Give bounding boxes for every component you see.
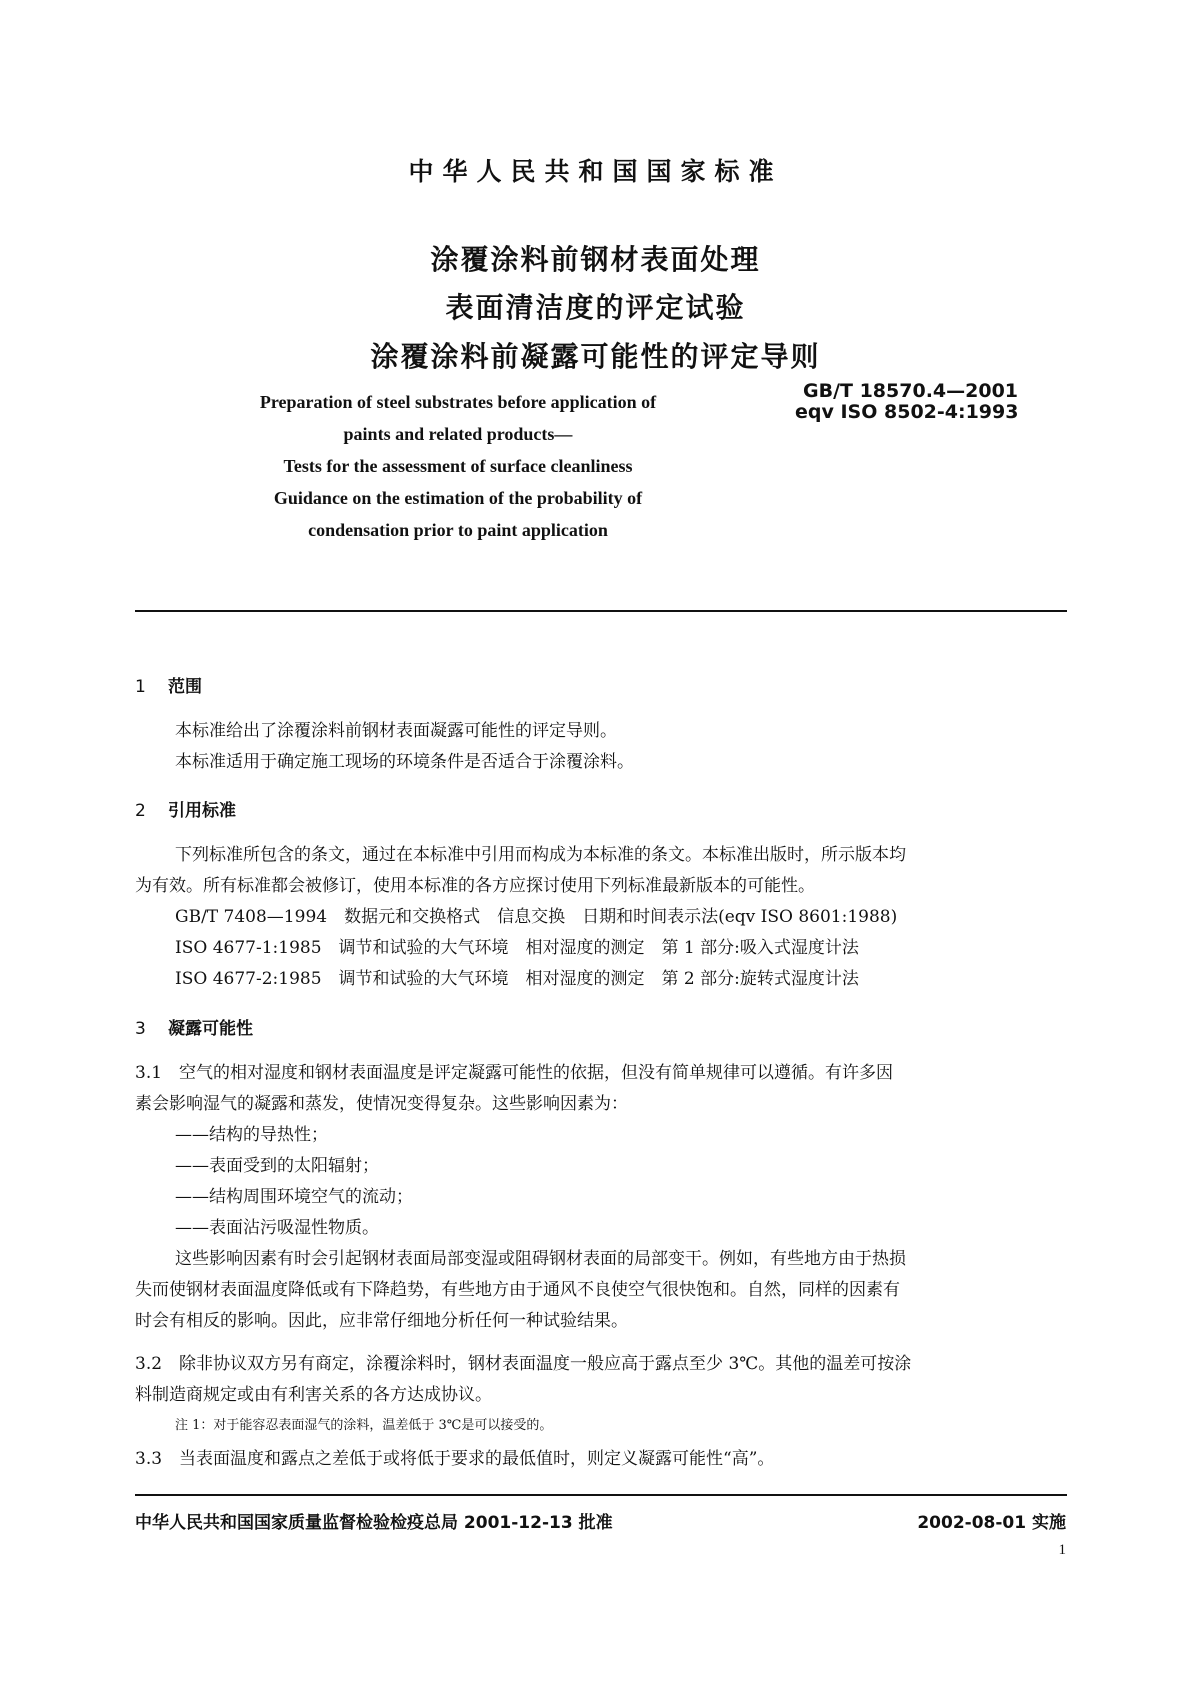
approval-statement: 中华人民共和国国家质量监督检验检疫总局 2001-12-13 批准 — [135, 1513, 613, 1533]
national-standard-heading: 中华人民共和国国家标准 — [408, 157, 783, 186]
header-divider — [135, 610, 1067, 612]
note: 注 1：对于能容忍表面湿气的涂料，温差低于 3℃是可以接受的。 — [175, 1418, 553, 1433]
section-number: 1 — [135, 677, 146, 697]
reference-item: ISO 4677-2:1985 调节和试验的大气环境 相对湿度的测定 第 2 部分:旋转式湿度计法 — [175, 969, 859, 989]
paragraph-line: 本标准适用于确定施工现场的环境条件是否适合于涂覆涂料。 — [175, 752, 634, 772]
section-title: 范围 — [168, 677, 202, 697]
section-number: 3 — [135, 1019, 146, 1039]
reference-item: ISO 4677-1:1985 调节和试验的大气环境 相对湿度的测定 第 1 部分:吸入式湿度计法 — [175, 938, 859, 958]
chinese-title-line: 涂覆涂料前钢材表面处理 — [430, 243, 761, 276]
paragraph-line: 素会影响湿气的凝露和蒸发，使情况变得复杂。这些影响因素为： — [135, 1094, 628, 1114]
equivalent-standard-code: eqv ISO 8502-4:1993 — [795, 401, 1019, 423]
section-title: 引用标准 — [168, 801, 236, 821]
paragraph-line: 本标准给出了涂覆涂料前钢材表面凝露可能性的评定导则。 — [175, 721, 617, 741]
reference-item: GB/T 7408—1994 数据元和交换格式 信息交换 日期和时间表示法(eqv ISO 8601:1988) — [175, 907, 898, 927]
list-item: ——表面受到的太阳辐射； — [175, 1156, 379, 1176]
clause-3-3: 3.3 当表面温度和露点之差低于或将低于要求的最低值时，则定义凝露可能性“高”。 — [135, 1449, 775, 1469]
paragraph-line: 失而使钢材表面温度降低或有下降趋势，有些地方由于通风不良使空气很快饱和。自然，同样的因素有 — [135, 1280, 900, 1300]
list-item: ——表面沾污吸湿性物质。 — [175, 1218, 379, 1238]
english-title-line: condensation prior to paint application — [308, 520, 608, 540]
paragraph-line: 时会有相反的影响。因此，应非常仔细地分析任何一种试验结果。 — [135, 1311, 628, 1331]
section-2-heading — [135, 796, 236, 821]
clause-3-2: 3.2 除非协议双方另有商定，涂覆涂料时，钢材表面温度一般应高于露点至少 3℃。其他的温差可按涂 — [135, 1354, 912, 1374]
paragraph-line: 为有效。所有标准都会被修订，使用本标准的各方应探讨使用下列标准最新版本的可能性。 — [135, 876, 815, 896]
footer-divider — [135, 1494, 1067, 1496]
english-title-line: Guidance on the estimation of the probability of — [273, 488, 643, 508]
english-title-line: paints and related products— — [343, 424, 573, 444]
section-3-heading — [135, 1014, 253, 1039]
list-item: ——结构的导热性； — [175, 1125, 328, 1145]
paragraph-line: 下列标准所包含的条文，通过在本标准中引用而构成为本标准的条文。本标准出版时，所示版本均 — [175, 845, 906, 865]
paragraph-line: 这些影响因素有时会引起钢材表面局部变湿或阻碍钢材表面的局部变干。例如，有些地方由于热损 — [175, 1249, 906, 1269]
list-item: ——结构周围环境空气的流动； — [175, 1187, 413, 1207]
english-title-line: Preparation of steel substrates before application of — [259, 392, 657, 412]
chinese-title-line: 涂覆涂料前凝露可能性的评定导则 — [370, 340, 821, 373]
section-1-heading — [135, 672, 202, 697]
paragraph-line: 料制造商规定或由有利害关系的各方达成协议。 — [135, 1385, 492, 1405]
chinese-title-line: 表面清洁度的评定试验 — [445, 291, 746, 324]
english-title-line: Tests for the assessment of surface cleanliness — [283, 456, 633, 476]
section-number: 2 — [135, 801, 146, 821]
section-title: 凝露可能性 — [168, 1019, 253, 1039]
page-number: 1 — [1058, 1542, 1066, 1558]
standard-code: GB/T 18570.4—2001 — [803, 380, 1019, 402]
clause-3-1: 3.1 空气的相对湿度和钢材表面温度是评定凝露可能性的依据，但没有简单规律可以遵循。有许多因 — [135, 1063, 894, 1083]
effective-date: 2002-08-01 实施 — [917, 1513, 1066, 1533]
